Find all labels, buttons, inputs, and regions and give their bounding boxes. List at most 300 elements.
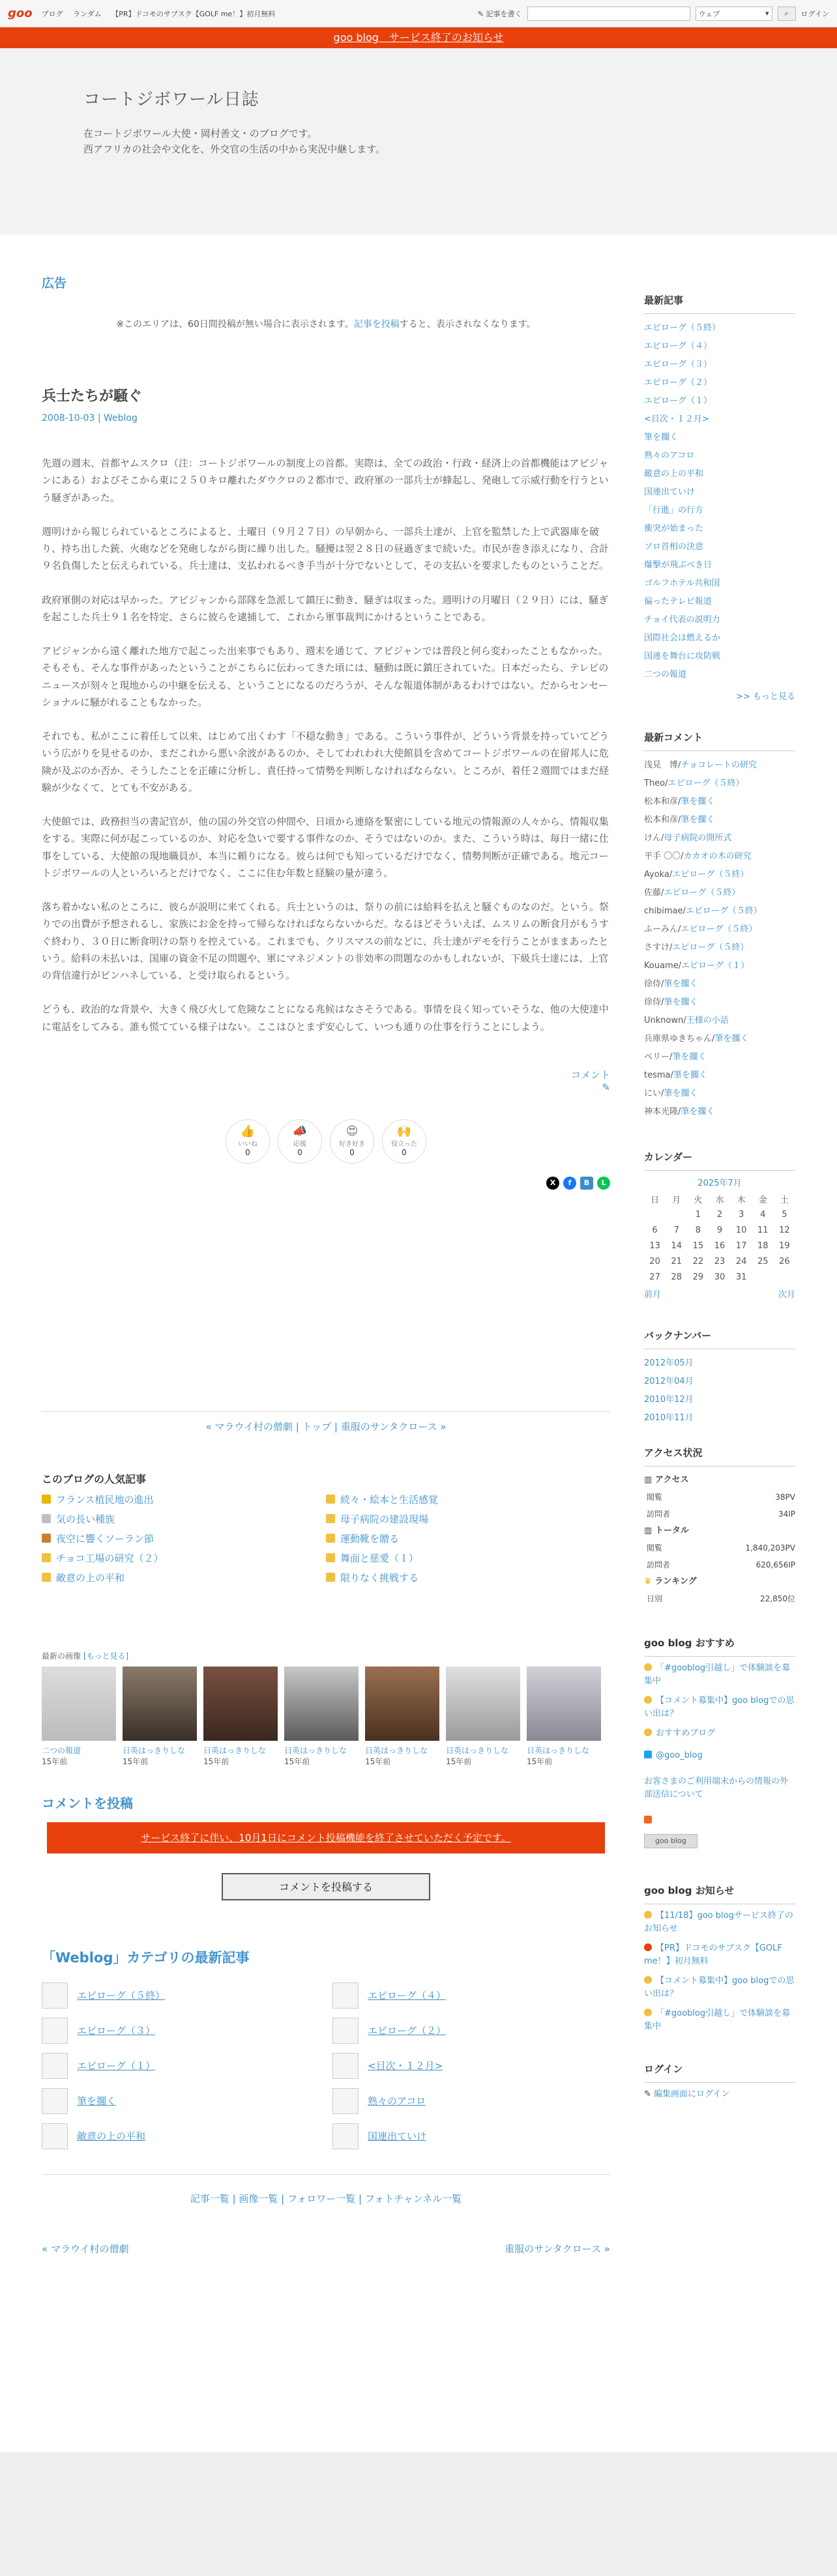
image-thumb[interactable] — [203, 1667, 278, 1767]
recent-article-item[interactable]: エピローグ（２） — [644, 378, 712, 388]
crown-icon: ♛ — [644, 1577, 652, 1586]
access-status — [644, 1446, 795, 1607]
calendar-date: 15 — [692, 1240, 704, 1251]
popular-item[interactable] — [42, 1493, 326, 1507]
back-number-item[interactable]: 2010年11月 — [644, 1413, 694, 1423]
blog-description-line: 在コートジボワール大使・岡村善文・のブログです。 — [83, 128, 317, 139]
recent-article-item[interactable]: チョイ代表の説明力 — [644, 615, 720, 625]
comment-post-link[interactable]: 筆を擱く — [664, 997, 698, 1007]
category-item-label: エピローグ（４） — [368, 1990, 447, 2002]
comment-item — [644, 994, 795, 1012]
service-end-notice-link[interactable]: goo blog サービス終了のお知らせ — [333, 31, 504, 44]
thumb-year: 15年前 — [446, 1756, 472, 1766]
rss-icon[interactable] — [644, 1816, 652, 1824]
calendar-date: 10 — [735, 1225, 747, 1235]
footer-pager — [42, 2242, 610, 2255]
thumbnail-image — [284, 1667, 359, 1741]
nav-blog-link[interactable]: ブログ — [41, 9, 63, 18]
comment-item — [644, 902, 795, 921]
thumbs-up-icon: 👍 — [240, 1124, 256, 1139]
comment-post-link[interactable]: チョコレートの研究 — [681, 760, 757, 770]
comment-user: さすけ — [644, 943, 670, 952]
news-item[interactable] — [644, 1975, 795, 2001]
recommend-item-label: 「#gooblog引越し」で体験談を募集中 — [644, 1663, 791, 1686]
recent-article-item[interactable]: 国連出ていけ — [644, 487, 696, 497]
news-item[interactable] — [644, 1942, 795, 1968]
top-bar — [0, 0, 837, 27]
thumbnail-image — [203, 1667, 278, 1741]
comment-post-link[interactable]: 筆を擱く — [664, 979, 698, 989]
image-thumb[interactable] — [123, 1667, 197, 1767]
comment-user: 松本和彦 — [644, 797, 679, 807]
category-item-label: エピローグ（２） — [368, 2025, 447, 2037]
more-images-link[interactable]: [もっと見る] — [83, 1651, 129, 1661]
calendar-day-name: 月 — [672, 1195, 681, 1205]
comment-item — [644, 939, 795, 957]
prev-entry-link[interactable]: « マラウイ村の僧劇 — [42, 2242, 129, 2255]
star-icon — [644, 1911, 652, 1919]
crown-icon — [42, 1495, 51, 1504]
comment-post-link[interactable]: エピローグ（５終） — [664, 888, 741, 898]
calendar-date — [774, 1269, 795, 1285]
entry-title: 兵士たちが騒ぐ — [42, 388, 143, 405]
popular-heading: このブログの人気記事 — [42, 1472, 147, 1485]
blog-title[interactable]: コートジボワール日誌 — [83, 90, 259, 109]
comment-item — [644, 1012, 795, 1030]
thumb-caption: 日英はっきりしな — [446, 1745, 509, 1755]
comment-item — [644, 957, 795, 975]
category-item-label: 熟々のアコロ — [368, 2095, 426, 2108]
calendar-date: 17 — [735, 1240, 747, 1251]
entry-category-link[interactable]: Weblog — [104, 413, 138, 423]
comment-user: tesma — [644, 1070, 671, 1080]
back-numbers — [644, 1328, 795, 1423]
recent-article-item[interactable]: 国連を舞台に攻防戦 — [644, 651, 721, 661]
star-icon — [42, 1553, 51, 1562]
next-entry-link[interactable]: 重服のサンタクロース » — [340, 1420, 447, 1433]
top-nav — [42, 8, 284, 19]
comment-separator: / — [661, 888, 664, 898]
category-item[interactable] — [332, 2123, 610, 2149]
image-thumb[interactable] — [42, 1667, 116, 1767]
news-item[interactable] — [644, 2007, 795, 2033]
entry-paragraph: 落ち着かない私のところに、彼らが説明に来てくれる。兵士というのは、祭りの前には給料を払えと騒ぐものなのだ。という。祭りでの出費が予想されるし、家族にお金を持って帰らなければならないからだ。なるほどそういえば、ムスリムの断食月がもうすぐ終わり、３０日に断食明けの祭りを控えている。これまでも、クリスマスの前などに、兵士達がデモを行うことがままあったという。給料の未払いは、国庫の資金不足の問題や、軍にマネジメントの非効率の問題なのかもしれないが、下級兵士達には、上官の背信違行がピンハネしている、と受け取られるという。 — [42, 901, 609, 981]
top-link[interactable]: トップ — [302, 1420, 332, 1433]
recommend-item[interactable] — [644, 1662, 795, 1688]
post-article-link[interactable]: 記事を投稿 — [353, 319, 400, 330]
calendar-date: 6 — [652, 1225, 658, 1235]
comment-separator: / — [678, 797, 681, 807]
next-entry-link[interactable]: 重服のサンタクロース » — [505, 2242, 610, 2255]
recent-article-item[interactable]: 国際社会は燃えるか — [644, 633, 721, 643]
calendar-date: 25 — [757, 1256, 769, 1267]
comment-post-link[interactable]: 筆を擱く — [673, 1070, 707, 1080]
comment-separator: / — [670, 1070, 673, 1080]
access-label-text: アクセス — [654, 1475, 689, 1485]
recommend-item[interactable] — [644, 1695, 795, 1721]
image-thumbnails — [42, 1667, 610, 1767]
calendar-day-name: 木 — [737, 1195, 746, 1205]
comment-separator: / — [669, 1052, 673, 1062]
lightbulb-icon — [644, 1696, 652, 1704]
hatena-share-icon[interactable]: B — [580, 1177, 593, 1190]
popular-item[interactable] — [42, 1532, 326, 1546]
write-article-link[interactable] — [478, 8, 522, 19]
comment-post-link[interactable]: 王様の小話 — [686, 1016, 729, 1025]
star-icon — [326, 1534, 335, 1543]
reaction-cheer-button[interactable] — [278, 1119, 322, 1164]
comment-separator: / — [678, 815, 681, 825]
goo-blog-badge[interactable]: goo blog — [644, 1834, 698, 1848]
thumb-caption: 日英はっきりしな — [203, 1745, 267, 1755]
more-articles-link[interactable]: >> もっと見る — [736, 692, 795, 702]
thumbnail-image — [123, 1667, 197, 1741]
access-label — [644, 1472, 795, 1489]
calendar-date: 16 — [714, 1240, 726, 1251]
comment-separator: / — [669, 870, 673, 880]
calendar-date: 3 — [738, 1209, 744, 1220]
comment-post-link[interactable]: カカオの木の研究 — [683, 852, 752, 861]
recent-article-item[interactable]: 敵意の上の平和 — [644, 469, 704, 479]
blog-header — [0, 48, 837, 235]
image-list-link[interactable]: 画像一覧 — [239, 2192, 278, 2205]
popular-item[interactable] — [326, 1532, 610, 1546]
calendar-week-row — [644, 1222, 795, 1238]
calendar-week-row — [644, 1207, 795, 1222]
thumbnail-image — [42, 1667, 116, 1741]
search-scope-select[interactable] — [696, 7, 772, 21]
goo-logo[interactable]: goo — [8, 7, 33, 20]
views-label: 閲覧 — [647, 1543, 663, 1553]
popular-item-label: 続々・絵本と生活感覚 — [340, 1493, 439, 1506]
star-icon — [326, 1573, 335, 1582]
recent-article-item[interactable]: 偏ったテレビ報道 — [644, 597, 712, 607]
comment-separator: / — [683, 1016, 686, 1025]
comment-item — [644, 775, 795, 793]
entry-comment-link[interactable]: コメント — [570, 1068, 610, 1081]
comment-item — [644, 1030, 795, 1048]
news-item-label: 【コメント募集中】goo blogでの思い出は？ — [644, 1976, 795, 1999]
category-item[interactable] — [42, 1982, 319, 2009]
external-transmission-link[interactable]: お客さまのご利用端末からの情報の外部送信について — [644, 1777, 789, 1799]
edit-login-link[interactable] — [644, 2088, 795, 2101]
comment-item — [644, 884, 795, 902]
comment-separator: / — [678, 924, 681, 934]
document-icon — [42, 2123, 68, 2149]
entry-paragraph: 先週の週末、首都ヤムスクロ（注：コートジボワールの制度上の首都。実際は、全ての政治・行政・経済上の首都機能はアビジャンにある）およびそこから東に２５０キロ離れたダウクロの２都市で、政府軍の一部兵士が蜂起し、発砲して示威行動を行うという騒ぎがあった。 — [42, 457, 609, 504]
reaction-helpful-button[interactable] — [382, 1119, 426, 1164]
recent-article-item[interactable]: エピローグ（４） — [644, 341, 712, 351]
ad-note — [42, 317, 610, 330]
comment-separator: / — [712, 1034, 715, 1044]
document-icon — [332, 1982, 359, 2009]
comment-post-link[interactable]: エピローグ（５終） — [668, 779, 744, 788]
latest-images-heading — [42, 1650, 610, 1661]
document-icon — [42, 2053, 68, 2079]
photo-channel-link[interactable]: フォトチャンネル一覧 — [364, 2192, 462, 2205]
daily-visitors-row — [644, 1506, 795, 1523]
category-item[interactable] — [332, 2018, 610, 2044]
ad-note-prefix: ※このエリアは、60日間投稿が無い場合に表示されます。 — [116, 319, 354, 330]
recent-article-item[interactable]: <目次・１２月> — [644, 414, 709, 424]
megaphone-icon: 📣 — [292, 1124, 308, 1139]
category-item[interactable] — [332, 2053, 610, 2079]
popular-articles — [42, 1471, 610, 1585]
views-value: 38PV — [775, 1493, 795, 1502]
calendar-date: 29 — [692, 1272, 704, 1282]
calendar-date: 9 — [716, 1225, 723, 1235]
reaction-count: 0 — [245, 1148, 250, 1158]
comment-item — [644, 1066, 795, 1085]
ranking-label-text: ランキング — [654, 1577, 697, 1586]
prev-month-link[interactable]: 前月 — [644, 1290, 662, 1300]
views-label: 閲覧 — [647, 1493, 663, 1502]
recent-article-item[interactable]: 熟々のアコロ — [644, 451, 695, 461]
news-item-label: 「#gooblog引越し」で体験談を募集中 — [644, 2009, 791, 2031]
category-item-label: <目次・１２月> — [368, 2060, 443, 2072]
comment-separator: / — [665, 779, 668, 788]
article-list-link[interactable]: 記事一覧 — [190, 2192, 229, 2205]
follower-list-link[interactable]: フォロワー一覧 — [287, 2192, 356, 2205]
calendar-date — [752, 1269, 774, 1285]
recent-article-item[interactable]: エピローグ（５終） — [644, 323, 721, 333]
total-views-value: 1,840,203PV — [745, 1543, 795, 1553]
search-button[interactable] — [778, 7, 796, 21]
comment-user: 徐侍 — [644, 997, 662, 1007]
total-visitors-value: 620,656IP — [756, 1560, 795, 1569]
heart-eyes-icon: 😍 — [345, 1124, 359, 1139]
footer-links: 記事一覧 | 画像一覧 | フォロワー一覧 | フォトチャンネル一覧 — [42, 2174, 610, 2205]
calendar-date: 20 — [649, 1256, 660, 1267]
comment-item — [644, 829, 795, 848]
calendar-date — [666, 1207, 687, 1222]
comment-post-link[interactable]: エピローグ（５終） — [672, 870, 749, 880]
crown-icon — [42, 1514, 51, 1523]
category-item[interactable] — [42, 2088, 319, 2114]
popular-item[interactable] — [42, 1571, 326, 1585]
entry-paragraph: 大使館では、政務担当の書記官が、他の国の外交官の仲間や、日頃から連絡を緊密にしている地元の情報源の人々から、情報収集をする。実際に何が起こっているのか、対応を急いで要する事件なのか、そうではないのか。また、こういう時は、毎日一緒に仕事をしている、大使館の現地職員が、本当に頼りになる。彼らは何でも知っているだけでなく、情勢判断が正確である。地元コートジボワールの人といろいろとだけでなく、ここに住む年数と経験の量が違う。 — [42, 816, 609, 879]
recent-article-item[interactable]: エピローグ（３） — [644, 360, 712, 369]
calendar-day-name: 火 — [694, 1195, 703, 1205]
post-comment-button[interactable]: コメントを投稿する — [222, 1873, 430, 1900]
calendar-month[interactable]: 2025年7月 — [698, 1179, 742, 1188]
calendar-date: 18 — [757, 1240, 769, 1251]
category-item-label: エピローグ（３） — [77, 2025, 156, 2037]
calendar-week-row — [644, 1253, 795, 1269]
twitter-handle: @goo_blog — [656, 1751, 703, 1760]
calendar-table — [644, 1191, 795, 1285]
sidebar — [644, 293, 795, 2130]
chevron-down-icon: ▾ — [765, 9, 769, 18]
bar-chart-icon: ▥ — [644, 1475, 653, 1485]
popular-item-label: 舞面と慈愛（１） — [340, 1552, 419, 1564]
document-icon — [42, 2018, 68, 2044]
calendar-date: 13 — [649, 1240, 660, 1251]
image-thumb[interactable] — [365, 1667, 439, 1767]
thumb-year: 15年前 — [203, 1756, 229, 1766]
category-item-label: エピローグ（１） — [77, 2060, 156, 2072]
star-icon — [42, 1573, 51, 1582]
post-comment-section — [42, 1793, 610, 1900]
popular-item[interactable] — [326, 1571, 610, 1585]
comment-post-link[interactable]: 筆を擱く — [714, 1034, 749, 1044]
comment-post-link[interactable]: エピローグ（５終） — [672, 943, 749, 952]
comment-item — [644, 811, 795, 829]
prev-entry-link[interactable]: « マラウイ村の僧劇 — [205, 1420, 293, 1433]
next-month-link[interactable]: 次月 — [778, 1290, 795, 1300]
entry-paragraph: アビジャンから遠く離れた地方で起こった出来事でもあり、週末を通じて、アビジャンでは普段と何ら変わったこともなかった。そもそも、そんな事件があったということがこちらに伝わってきた頃には、騒動は既に鎮圧されていた。日本だったら、テレビのニュースが刻々と現地からの中継を伝える、ということになるのだろうが、そんな報道体制があるわけではない。だからセンセーショナルに騒がれることもなかった。 — [42, 645, 609, 708]
recent-article-item[interactable]: ソロ首相の決意 — [644, 542, 704, 552]
calendar-nav — [644, 1287, 795, 1300]
category-item[interactable] — [332, 1982, 610, 2009]
news-item-label: 【PR】ドコモのサブスク【GOLF me！】初月無料 — [644, 1943, 782, 1966]
comment-end-notice-link[interactable]: サービス終了に伴い、10月1日にコメント投稿機能を終了させていただく予定です。 — [141, 1831, 511, 1844]
popular-item[interactable] — [42, 1512, 326, 1526]
image-thumb[interactable] — [284, 1667, 359, 1767]
latest-images-title: 最新の画像 — [42, 1651, 81, 1661]
comment-user: 松本和彦 — [644, 815, 679, 825]
comment-post-link[interactable]: エピローグ（５終） — [685, 906, 762, 916]
recent-article-item[interactable]: 二つの報道 — [644, 670, 687, 680]
reaction-label: 好き好き — [339, 1141, 365, 1149]
comment-post-link[interactable]: 筆を擱く — [664, 1089, 698, 1098]
calendar-date: 12 — [779, 1225, 790, 1235]
recent-article-item[interactable]: 筆を擱く — [644, 433, 679, 442]
comment-user: ペリー — [644, 1052, 670, 1062]
post-comment-heading: コメントを投稿 — [42, 1795, 133, 1811]
comment-user: 佐藤 — [644, 888, 662, 898]
comment-post-link[interactable]: エピローグ（５終） — [681, 924, 757, 934]
category-item[interactable] — [332, 2088, 610, 2114]
search-icon: ⌕ — [784, 8, 789, 18]
calendar-date: 8 — [695, 1225, 701, 1235]
popular-item[interactable] — [42, 1551, 326, 1566]
calendar-date — [644, 1207, 666, 1222]
back-number-item[interactable]: 2010年12月 — [644, 1395, 694, 1405]
crown-icon — [42, 1534, 51, 1543]
popular-item-label: フランス植民地の進出 — [56, 1493, 154, 1506]
category-item-label: 筆を擱く — [77, 2095, 117, 2108]
back-numbers-heading: バックナンバー — [644, 1328, 795, 1349]
edit-login-label: 編集画面にログイン — [654, 2089, 730, 2099]
line-share-icon[interactable]: L — [597, 1177, 610, 1190]
lightbulb-icon — [644, 2009, 652, 2016]
calendar-day-name: 金 — [758, 1195, 767, 1205]
document-icon — [42, 2088, 68, 2114]
comment-post-link[interactable]: 母子病院の開所式 — [664, 833, 732, 843]
top-right-tools — [478, 7, 829, 21]
recent-article-item[interactable]: ゴルフホテル共和国 — [644, 579, 720, 588]
visitors-label: 訪問者 — [647, 1510, 671, 1519]
calendar-date: 14 — [671, 1240, 682, 1251]
calendar-date: 1 — [695, 1209, 701, 1220]
document-icon — [332, 2018, 359, 2044]
category-item[interactable] — [42, 2053, 319, 2079]
reaction-like-button[interactable] — [226, 1119, 270, 1164]
recommend-item[interactable] — [644, 1727, 795, 1740]
pencil-icon: ✎ — [477, 9, 484, 18]
back-numbers-list — [644, 1354, 795, 1423]
calendar-day-name: 水 — [715, 1195, 724, 1205]
facebook-share-icon[interactable]: f — [563, 1177, 576, 1190]
reaction-love-button[interactable] — [330, 1119, 374, 1164]
popular-list — [42, 1493, 610, 1585]
login-link[interactable]: ログイン — [800, 9, 829, 18]
news-item[interactable] — [644, 1910, 795, 1936]
category-item-label: 敵意の上の平和 — [77, 2130, 146, 2143]
back-number-item[interactable]: 2012年05月 — [644, 1358, 694, 1368]
comment-separator: / — [661, 979, 664, 989]
category-item[interactable] — [42, 2018, 319, 2044]
back-number-item[interactable]: 2012年04月 — [644, 1377, 694, 1386]
recommend-item-label: おすすめブログ — [656, 1728, 716, 1738]
popular-item[interactable] — [326, 1551, 610, 1566]
comment-user: にい — [644, 1089, 662, 1098]
daily-label: 日別 — [647, 1594, 663, 1603]
calendar-date: 30 — [714, 1272, 726, 1282]
total-label — [644, 1523, 795, 1539]
recent-article-item[interactable]: エピローグ（１） — [644, 396, 712, 406]
calendar-date: 27 — [649, 1272, 660, 1282]
category-heading: 「Weblog」カテゴリの最新記事 — [42, 1949, 250, 1966]
thumb-caption: 日英はっきりしな — [123, 1745, 186, 1755]
recent-article-item[interactable]: 衝突が始まった — [644, 524, 704, 534]
recent-article-item[interactable]: 爆撃が飛ぶべき日 — [644, 560, 712, 570]
goo-news — [644, 1883, 795, 2033]
entry-pager: « マラウイ村の僧劇 | トップ | 重服のサンタクロース » — [42, 1411, 610, 1433]
pencil-icon: ✎ — [644, 2089, 651, 2099]
comment-post-link[interactable]: 筆を擱く — [672, 1052, 707, 1062]
popular-item-label: 運動靴を贈る — [340, 1532, 400, 1545]
comment-post-link[interactable]: エピローグ（１） — [681, 961, 750, 971]
recommend-item-label: 【コメント募集中】goo blogでの思い出は？ — [644, 1696, 795, 1719]
calendar-week-row — [644, 1238, 795, 1253]
nav-random-link[interactable]: ランダム — [73, 9, 102, 18]
twitter-link[interactable] — [644, 1749, 795, 1762]
news-item-label: 【11/18】goo blogサービス終了のお知らせ — [644, 1911, 793, 1934]
comment-separator: / — [661, 1089, 664, 1098]
image-thumb[interactable] — [446, 1667, 520, 1767]
calendar-date: 11 — [757, 1225, 769, 1235]
recent-article-item[interactable]: 「行進」の行方 — [644, 506, 704, 515]
comment-post-link[interactable]: 筆を擱く — [681, 815, 715, 825]
entry-comment-area — [42, 1068, 610, 1093]
popular-item-label: 気の長い種族 — [56, 1513, 115, 1525]
category-item[interactable] — [42, 2123, 319, 2149]
comment-separator: / — [669, 943, 673, 952]
document-icon — [332, 2123, 359, 2149]
entry-date-link[interactable]: 2008-10-03 — [42, 413, 95, 423]
comment-post-link[interactable]: 筆を擱く — [681, 1107, 715, 1117]
search-input[interactable] — [527, 7, 690, 21]
x-share-icon[interactable]: X — [546, 1177, 559, 1190]
popular-item[interactable] — [326, 1493, 610, 1507]
comment-post-link[interactable]: 筆を擱く — [681, 797, 715, 807]
reaction-buttons — [42, 1119, 610, 1164]
comment-separator: / — [678, 1107, 681, 1117]
recent-articles — [644, 293, 795, 702]
nav-pr-link[interactable]: 【PR】ドコモのサブスク【GOLF me！】初月無料 — [111, 9, 276, 18]
recent-comments-list — [644, 756, 795, 1121]
comment-user: ふーみん — [644, 924, 679, 934]
calendar-date: 22 — [692, 1256, 704, 1267]
popular-item[interactable] — [326, 1512, 610, 1526]
thumb-year: 15年前 — [284, 1756, 310, 1766]
image-thumb[interactable] — [527, 1667, 601, 1767]
comment-separator: / — [661, 997, 664, 1007]
comment-separator: / — [683, 906, 686, 916]
calendar — [644, 1150, 795, 1300]
